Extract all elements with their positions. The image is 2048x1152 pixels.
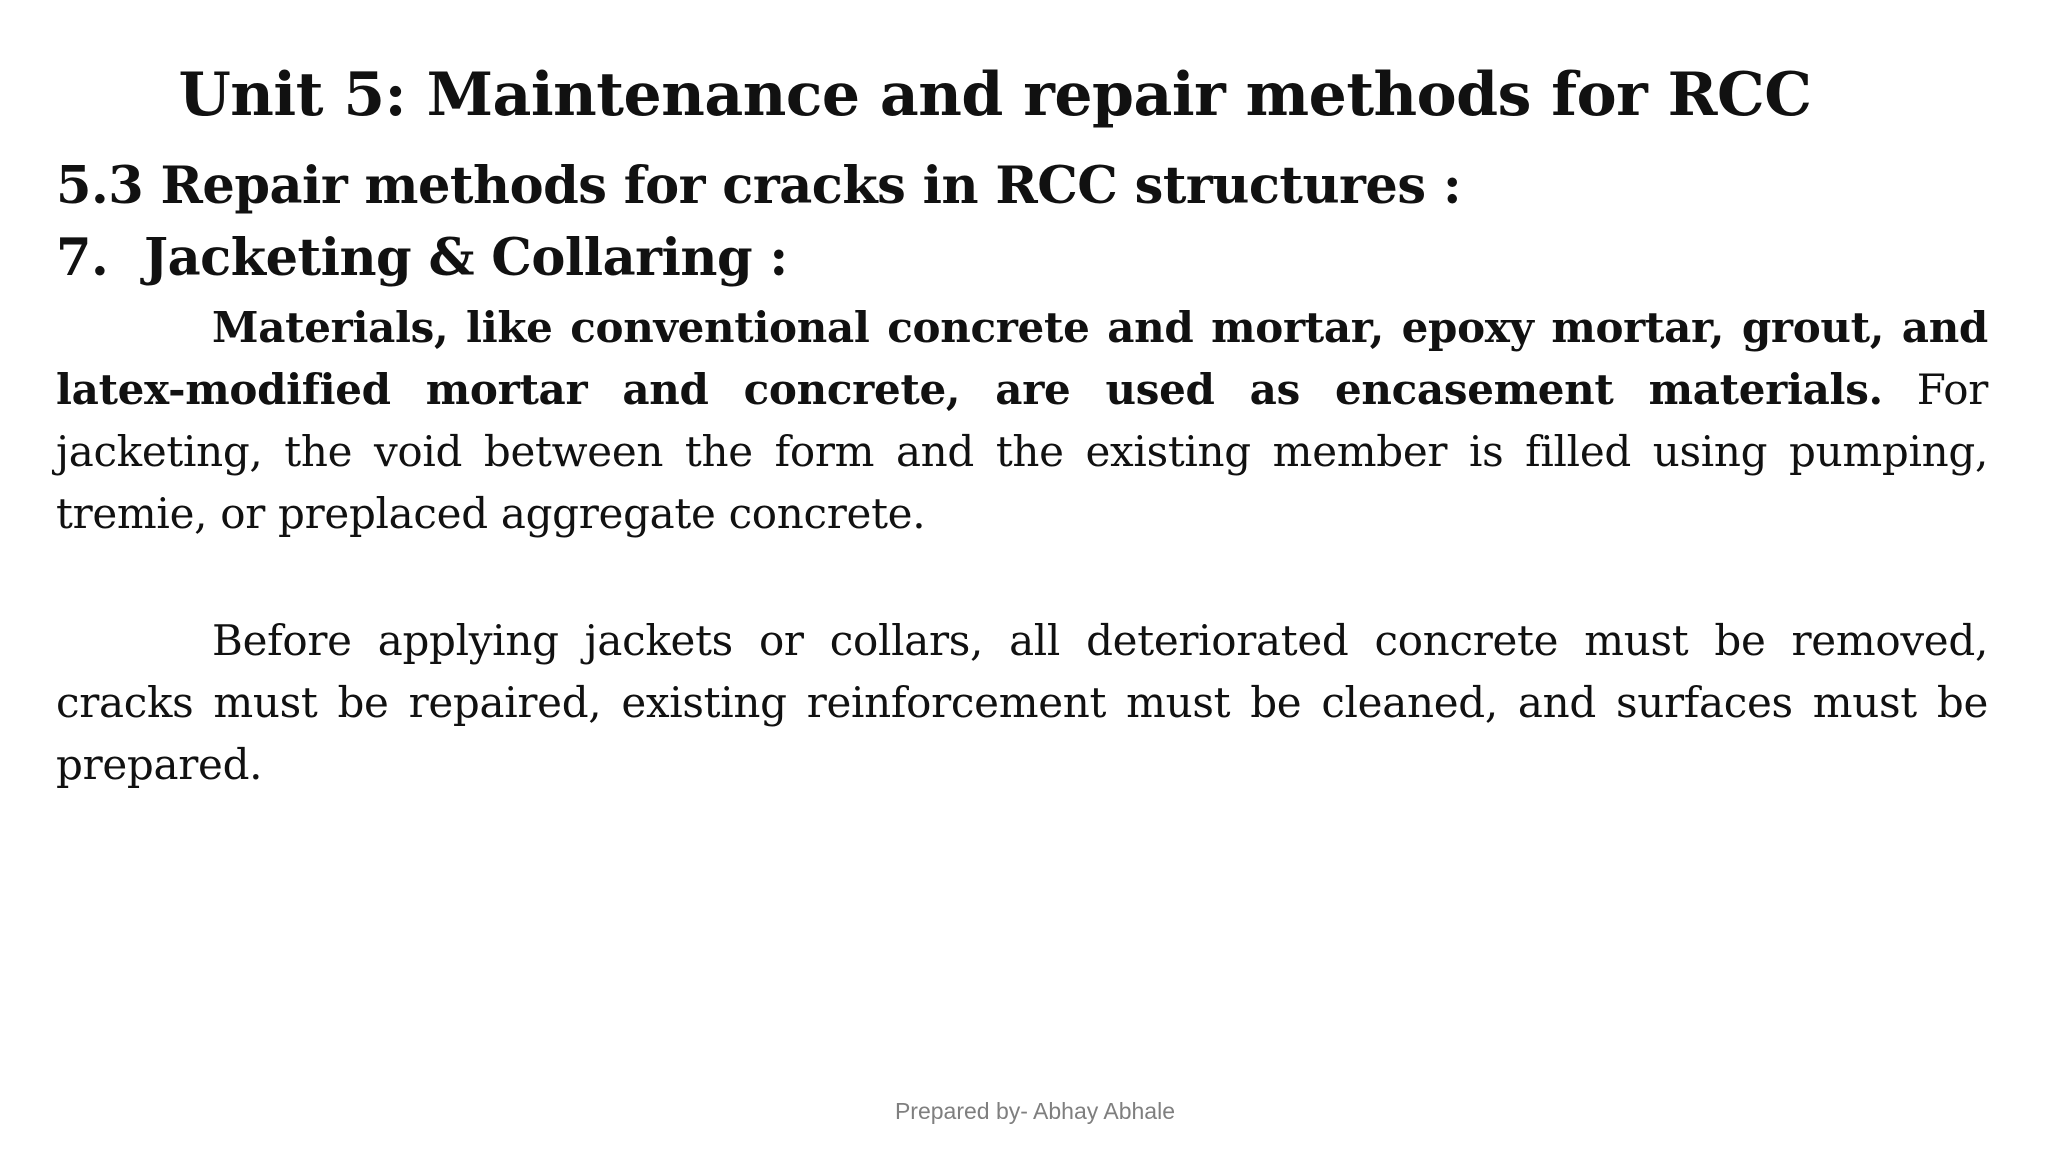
subheading-number: 7. <box>56 228 109 288</box>
subheading <box>56 222 788 294</box>
paragraph-preparation <box>56 610 1988 796</box>
paragraph-bold-text: Materials, like conventional concrete and mortar, epoxy mortar, grout, and latex-modified mortar and concrete, are used as encasement materials. <box>56 303 1988 414</box>
subheading-text: Jacketing & Collaring : <box>144 228 788 288</box>
paragraph-materials <box>56 297 1988 545</box>
section-heading: 5.3 Repair methods for cracks in RCC structures : <box>56 156 1462 216</box>
slide-title: Unit 5: Maintenance and repair methods for RCC <box>178 60 1812 130</box>
footer-credit: Prepared by- Abhay Abhale <box>894 1098 1176 1124</box>
paragraph-regular-text: For jacketing, the void between the form and the existing member is filled using pumping, tremie, or preplaced aggregate concrete. <box>56 365 1988 538</box>
paragraph-regular-text: Before applying jackets or collars, all deteriorated concrete must be removed, cracks must be repaired, existing reinforcement must be cleaned, and surfaces must be prepared. <box>56 616 1988 789</box>
